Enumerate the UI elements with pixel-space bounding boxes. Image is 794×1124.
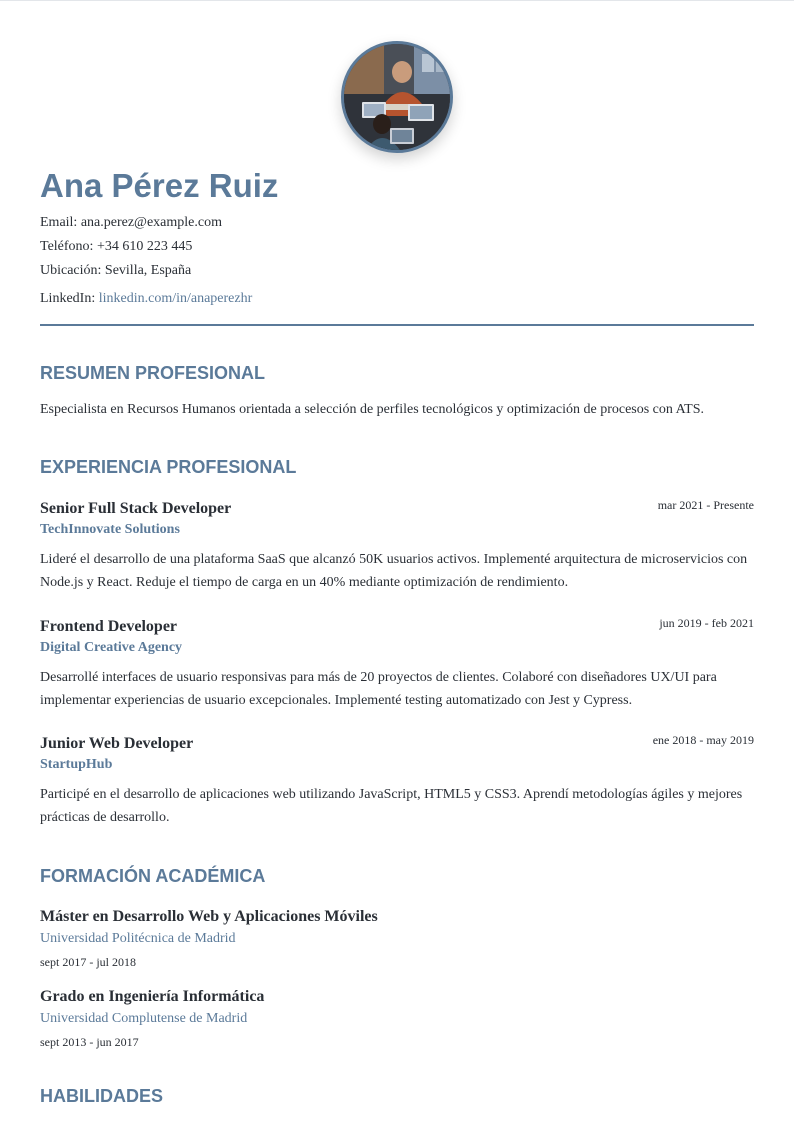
edu-school: Universidad Complutense de Madrid bbox=[40, 1011, 248, 1026]
job-dates: ene 2018 - may 2019 bbox=[652, 733, 754, 747]
phone-value: +34 610 223 445 bbox=[96, 239, 193, 254]
job-company: StartupHub bbox=[40, 757, 113, 772]
summary-text: Especialista en Recursos Humanos orientada a selección de perfiles tecnológicos y optimización de procesos con ATS. bbox=[40, 402, 705, 417]
edu-degree: Máster en Desarrollo Web y Aplicaciones Móviles bbox=[40, 908, 378, 925]
top-divider bbox=[0, 0, 794, 1]
job-dates: mar 2021 - Presente bbox=[657, 498, 754, 512]
edu-dates: sept 2017 - jul 2018 bbox=[40, 955, 136, 969]
job-title: Junior Web Developer bbox=[40, 735, 194, 752]
linkedin-link[interactable]: linkedin.com/in/anaperezhr bbox=[98, 291, 253, 306]
location-label: Ubicación: bbox=[40, 263, 102, 278]
location-value: Sevilla, España bbox=[104, 263, 192, 278]
linkedin-label: LinkedIn: bbox=[40, 291, 96, 306]
contact-location bbox=[40, 259, 252, 283]
candidate-name: Ana Pérez Ruiz bbox=[40, 167, 279, 204]
job-description: Participé en el desarrollo de aplicaciones web utilizando JavaScript, HTML5 y CSS3. Aprendí metodologías ágiles y mejores prácticas de desarrollo. bbox=[40, 787, 743, 825]
profile-photo-image bbox=[344, 44, 450, 150]
job-description: Desarrollé interfaces de usuario responsivas para más de 20 proyectos de clientes. Colaboré con diseñadores UX/UI para implementar experiencias de usuario excepcionales. Implementé testing automatizado con Jest y Cypress. bbox=[40, 670, 717, 708]
contact-linkedin bbox=[40, 287, 252, 311]
summary-heading: RESUMEN PROFESIONAL bbox=[40, 363, 266, 383]
email-value: ana.perez@example.com bbox=[80, 215, 222, 230]
job-company: TechInnovate Solutions bbox=[40, 522, 180, 537]
header-divider bbox=[40, 324, 754, 326]
email-label: Email: bbox=[40, 215, 78, 230]
skills-heading: HABILIDADES bbox=[40, 1086, 164, 1106]
job-description: Lideré el desarrollo de una plataforma SaaS que alcanzó 50K usuarios activos. Implementé arquitectura de microservicios con Node.js y React. Reduje el tiempo de carga en un 40% mediante optimización de rendimiento. bbox=[40, 552, 748, 590]
job-company: Digital Creative Agency bbox=[40, 640, 183, 655]
edu-school: Universidad Politécnica de Madrid bbox=[40, 931, 236, 946]
contact-info bbox=[40, 211, 252, 311]
contact-phone bbox=[40, 235, 252, 259]
education-heading: FORMACIÓN ACADÉMICA bbox=[40, 866, 266, 886]
job-title: Senior Full Stack Developer bbox=[40, 500, 232, 517]
contact-email bbox=[40, 211, 252, 235]
profile-photo bbox=[341, 41, 453, 153]
experience-heading: EXPERIENCIA PROFESIONAL bbox=[40, 457, 297, 477]
edu-degree: Grado en Ingeniería Informática bbox=[40, 988, 265, 1005]
phone-label: Teléfono: bbox=[40, 239, 94, 254]
edu-dates: sept 2013 - jun 2017 bbox=[40, 1035, 139, 1049]
job-dates: jun 2019 - feb 2021 bbox=[659, 616, 754, 630]
job-title: Frontend Developer bbox=[40, 618, 178, 635]
